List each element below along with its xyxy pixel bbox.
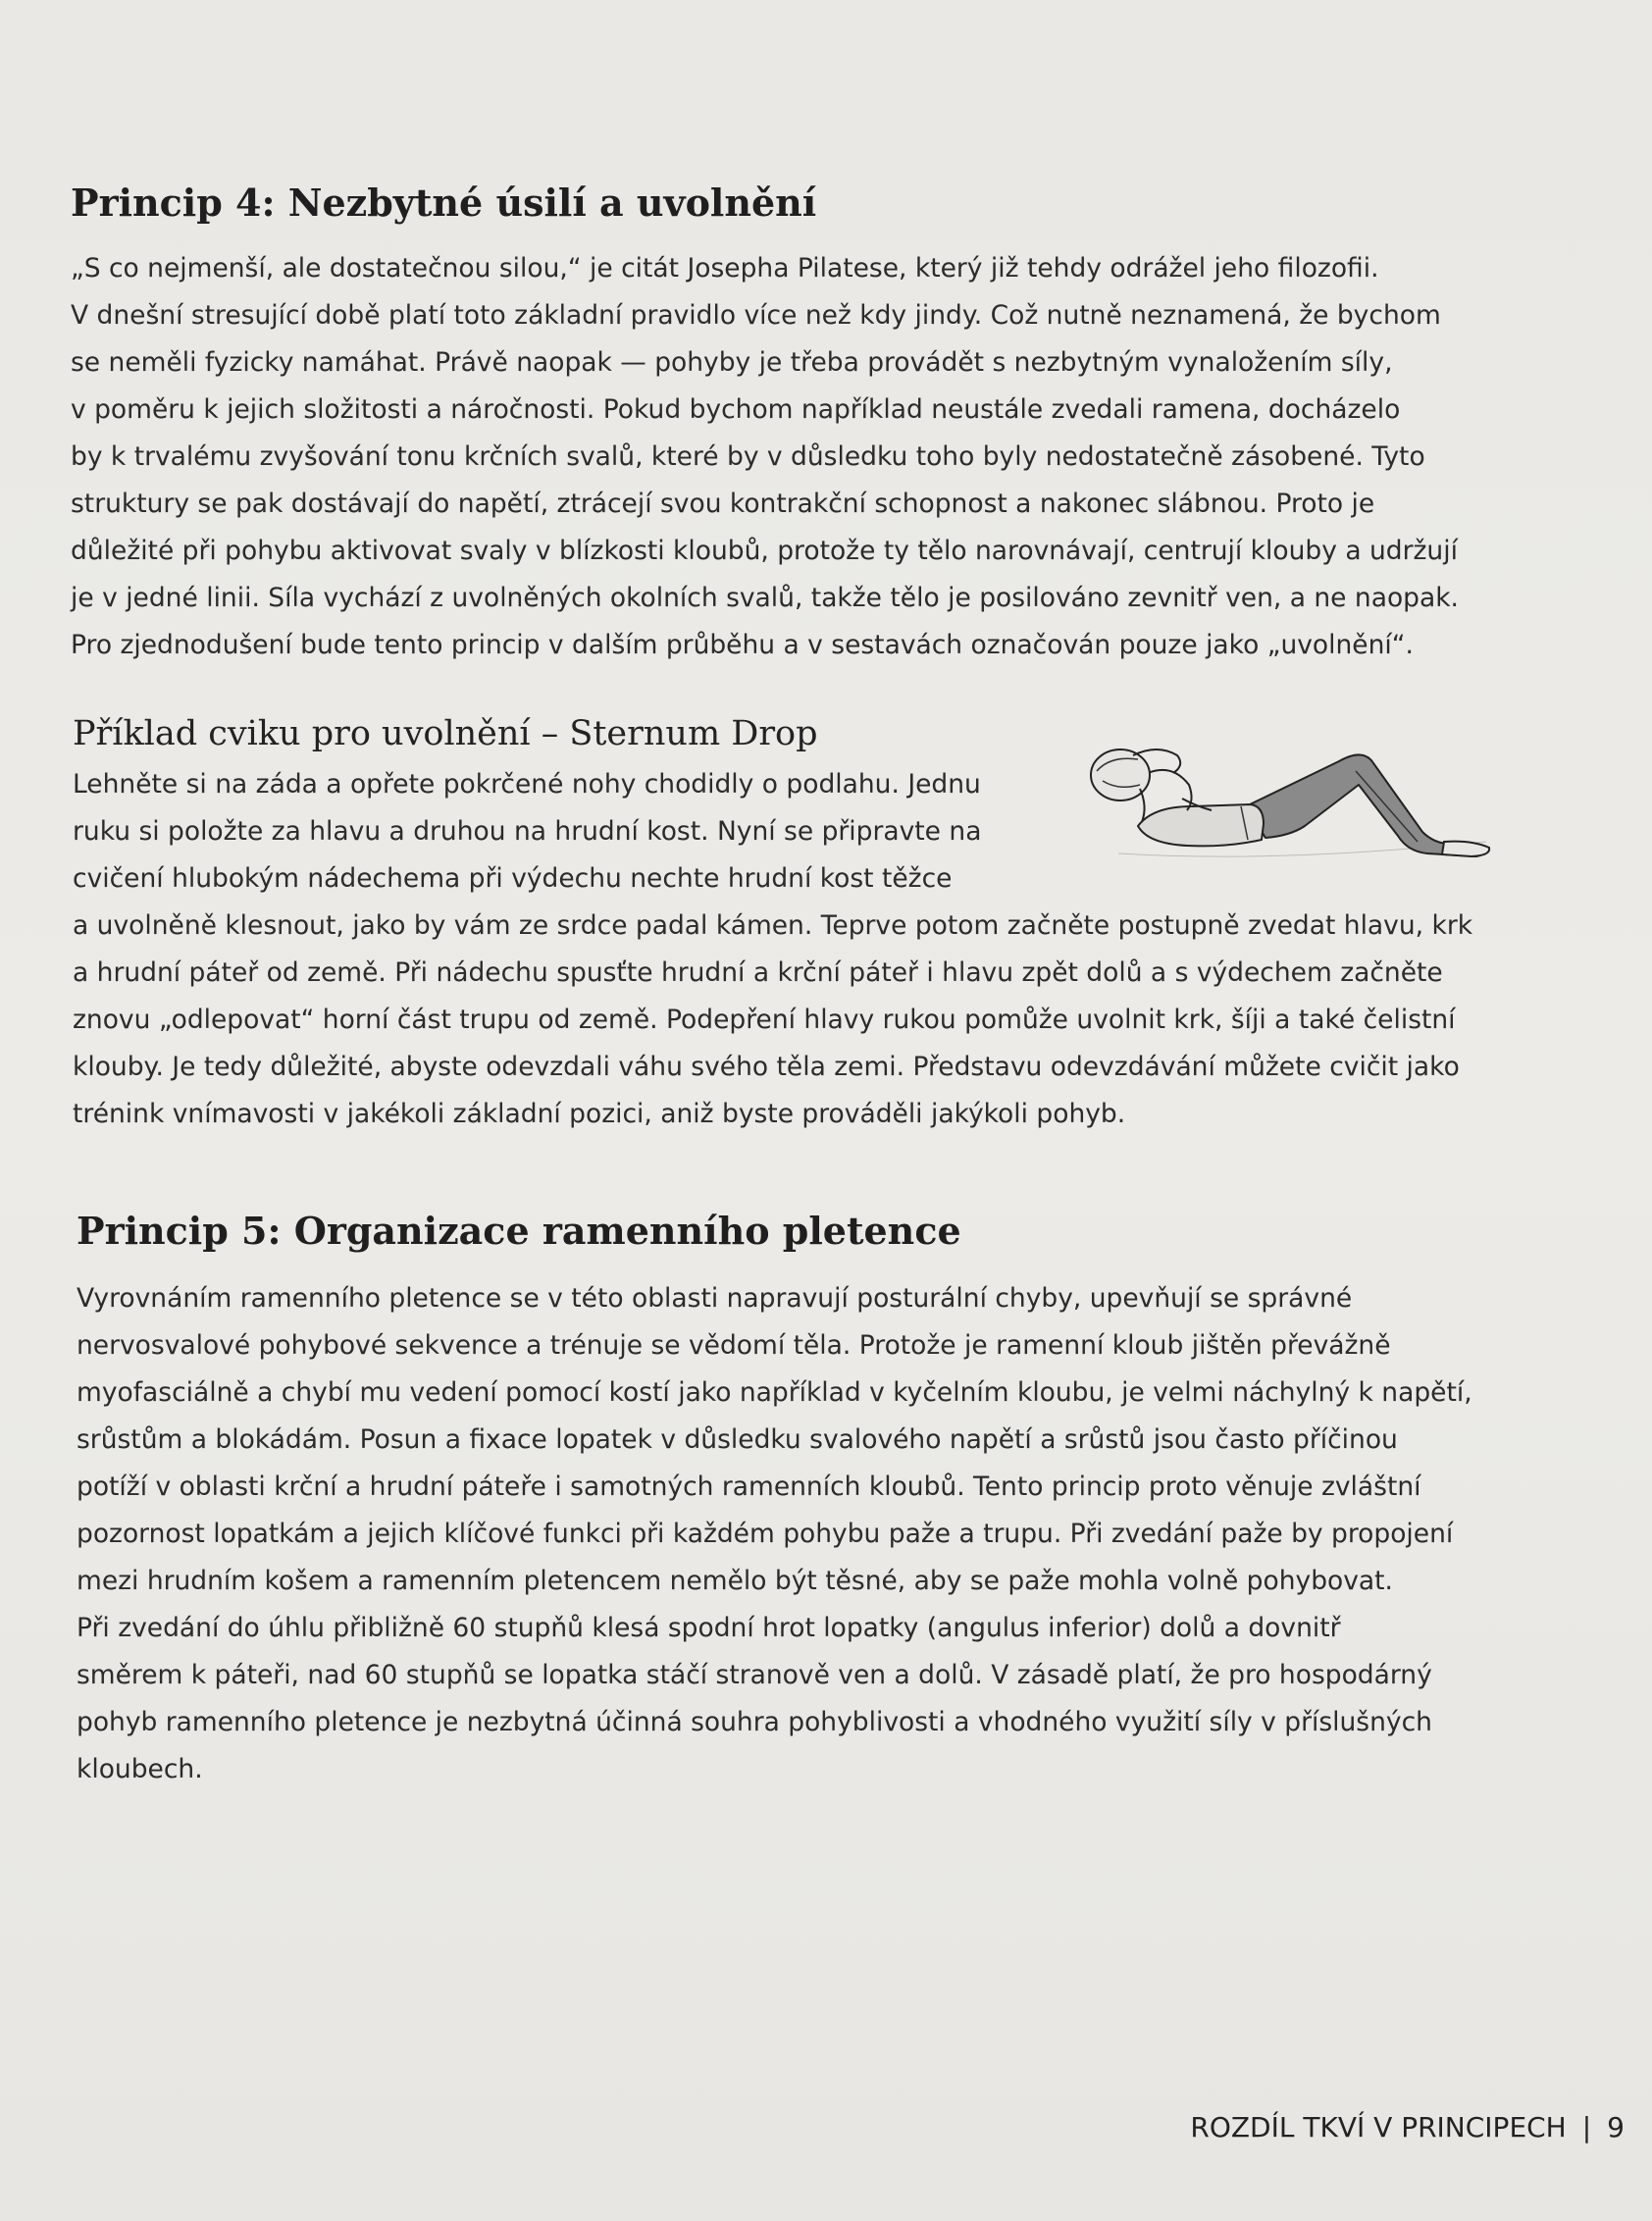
paragraph-line: a uvolněně klesnout, jako by vám ze srdce padal kámen. Teprve potom začněte postupně zvedat hlavu, krk (73, 910, 1473, 941)
paragraph-line: trénink vnímavosti v jakékoli základní pozici, aniž byste prováděli jakýkoli pohyb. (73, 1099, 1126, 1129)
paragraph-line: je v jedné linii. Síla vychází z uvolněných okolních svalů, takže tělo je posilováno zevnitř ven, a ne naopak. (71, 583, 1459, 613)
paragraph-line: struktury se pak dostávají do napětí, ztrácejí svou kontrakční schopnost a nakonec slábnou. Proto je (71, 489, 1375, 519)
principle-4-heading: Princip 4: Nezbytné úsilí a uvolnění (71, 181, 817, 225)
paragraph-line: by k trvalému zvyšování tonu krčních svalů, které by v důsledku toho byly nedostatečně zásobené. Tyto (71, 441, 1425, 472)
paragraph-line: pozornost lopatkám a jejich klíčové funkci při každém pohybu paže a trupu. Při zvedání paže by propojení (77, 1519, 1454, 1549)
chapter-title: ROZDÍL TKVÍ V PRINCIPECH (1190, 2111, 1567, 2144)
paragraph-line: Vyrovnáním ramenního pletence se v této oblasti napravují posturální chyby, upevňují se správné (77, 1283, 1353, 1314)
paragraph-line: potíží v oblasti krční a hrudní páteře i samotných ramenních kloubů. Tento princip proto věnuje zvláštní (77, 1472, 1421, 1502)
page-number: 9 (1607, 2111, 1625, 2144)
paragraph-line: ruku si položte za hlavu a druhou na hrudní kost. Nyní se připravte na (73, 816, 982, 847)
page-footer (1190, 2111, 1625, 2144)
paragraph-line: směrem k páteři, nad 60 stupňů se lopatka stáčí stranově ven a dolů. V zásadě platí, že pro hospodárný (77, 1660, 1432, 1690)
principle-5-heading: Princip 5: Organizace ramenního pletence (77, 1209, 961, 1253)
paragraph-line: Lehněte si na záda a opřete pokrčené nohy chodidly o podlahu. Jednu (73, 769, 981, 800)
paragraph-line: klouby. Je tedy důležité, abyste odevzdali váhu svého těla zemi. Představu odevzdávání můžete cvičit jako (73, 1052, 1460, 1082)
footer-separator: | (1581, 2111, 1592, 2144)
paragraph-line: v poměru k jejich složitosti a náročnosti. Pokud bychom například neustále zvedali ramena, docházelo (71, 394, 1401, 425)
paragraph-line: Při zvedání do úhlu přibližně 60 stupňů klesá spodní hrot lopatky (angulus inferior) dolů a dovnitř (77, 1613, 1341, 1643)
paragraph-line: a hrudní páteř od země. Při nádechu spusťte hrudní a krční páteř i hlavu zpět dolů a s výdechem začněte (73, 957, 1443, 988)
principle-5-paragraph (77, 1275, 1472, 1793)
paragraph-line: kloubech. (77, 1754, 203, 1784)
paragraph-line: cvičení hlubokým nádechema při výdechu nechte hrudní kost těžce (73, 863, 953, 894)
paragraph-line: nervosvalové pohybové sekvence a trénuje se vědomí těla. Protože je ramenní kloub jištěn převážně (77, 1330, 1391, 1361)
paragraph-line: myofasciálně a chybí mu vedení pomocí kostí jako například v kyčelním kloubu, je velmi náchylný k napětí, (77, 1377, 1472, 1408)
paragraph-line: Pro zjednodušení bude tento princip v dalším průběhu a v sestavách označován pouze jako „uvolnění“. (71, 630, 1414, 660)
exercise-heading: Příklad cviku pro uvolnění – Sternum Drop (73, 714, 818, 753)
exercise-paragraph (73, 761, 1472, 1138)
principle-4-paragraph (71, 245, 1459, 669)
paragraph-line: pohyb ramenního pletence je nezbytná účinná souhra pohyblivosti a vhodného využití síly v příslušných (77, 1707, 1432, 1737)
paragraph-line: srůstům a blokádám. Posun a fixace lopatek v důsledku svalového napětí a srůstů jsou často příčinou (77, 1424, 1398, 1455)
paragraph-line: znovu „odlepovat“ horní část trupu od země. Podepření hlavy rukou pomůže uvolnit krk, šíji a také čelistní (73, 1005, 1456, 1035)
paragraph-line: V dnešní stresující době platí toto základní pravidlo více než kdy jindy. Což nutně neznamená, že bychom (71, 300, 1441, 331)
paragraph-line: důležité při pohybu aktivovat svaly v blízkosti kloubů, protože ty tělo narovnávají, centrují klouby a udržují (71, 536, 1458, 566)
paragraph-line: mezi hrudním košem a ramenním pletencem nemělo být těsné, aby se paže mohla volně pohybovat. (77, 1566, 1393, 1596)
paragraph-line: se neměli fyzicky namáhat. Právě naopak — pohyby je třeba provádět s nezbytným vynaložením síly, (71, 347, 1393, 378)
paragraph-line: „S co nejmenší, ale dostatečnou silou,“ je citát Josepha Pilatese, který již tehdy odrážel jeho filozofii. (71, 253, 1379, 284)
